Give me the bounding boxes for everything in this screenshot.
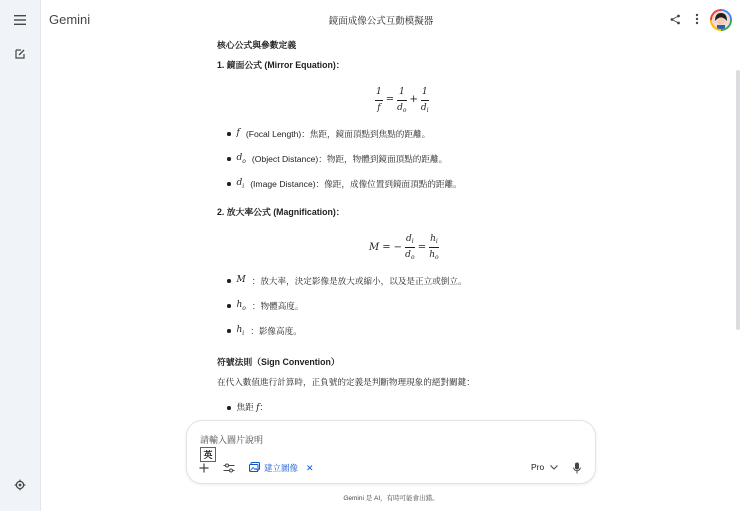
variable-symbol: $d_o$ xyxy=(236,153,246,165)
list-item xyxy=(227,401,268,415)
list-item xyxy=(227,152,447,166)
brand-logo[interactable]: Gemini xyxy=(49,12,91,27)
avatar[interactable] xyxy=(710,9,732,31)
sign-convention-heading: 符號法則（Sign Convention） xyxy=(217,357,340,367)
bullet-dot xyxy=(227,329,231,333)
create-image-label: 建立圖像 xyxy=(264,463,299,473)
list-item-text: ：物體高度。 xyxy=(251,301,304,312)
variable-symbol: $h_o$ xyxy=(236,300,246,312)
bullet-dot xyxy=(227,182,231,186)
bullet-dot xyxy=(227,406,231,410)
list-item-text: ：影像高度。 xyxy=(250,326,302,337)
bullet-dot xyxy=(227,279,231,283)
bullet-dot xyxy=(227,132,231,136)
sign-convention-paragraph: 在代入數值進行計算時，正負號的定義是判斷物理現象的絕對關鍵： xyxy=(217,377,475,387)
share-icon[interactable] xyxy=(667,11,683,27)
menu-icon[interactable] xyxy=(10,10,30,30)
prompt-input-box[interactable] xyxy=(186,420,596,484)
more-vert-icon[interactable] xyxy=(689,11,705,27)
list-item-text: (Focal Length)：焦距，鏡面頂點到焦點的距離。 xyxy=(245,129,431,140)
mic-icon[interactable] xyxy=(570,461,584,475)
mirror-equation-heading: 1. 鏡面公式 (Mirror Equation)： xyxy=(217,60,345,70)
list-item-text: 焦距 f： xyxy=(236,402,269,413)
list-item xyxy=(227,324,302,338)
disclaimer-footer: Gemini 是 AI，有時可能會出錯。 xyxy=(343,495,439,502)
list-item-text: (Object Distance)：物距，物體到鏡面頂點的距離。 xyxy=(251,154,448,165)
variable-symbol: M xyxy=(236,275,246,285)
variable-symbol: $h_i$ xyxy=(236,325,245,337)
model-label: Pro xyxy=(531,462,545,472)
main-panel xyxy=(40,0,740,511)
variable-symbol: f xyxy=(236,128,240,138)
response-content xyxy=(217,38,607,418)
mirror-equation: $\frac{1}{f}$ = $\frac{1}{d_o}$ + $\frac{1}{d_i}$ xyxy=(376,87,429,114)
magnification-equation: M = − $\frac{d_i}{d_o}$ = $\frac{h_i}{h_o}$ xyxy=(369,234,439,262)
prompt-input[interactable]: 請輸入圖片說明 xyxy=(200,435,264,445)
list-item xyxy=(227,127,430,141)
settings-icon[interactable] xyxy=(10,475,30,495)
close-icon[interactable]: ✕ xyxy=(306,462,314,473)
list-item-text: (Image Distance)：像距，成像位置到鏡面頂點的距離。 xyxy=(250,179,462,190)
section-heading: 核心公式與參數定義 xyxy=(217,40,297,50)
chevron-down-icon xyxy=(550,462,558,472)
bullet-dot xyxy=(227,304,231,308)
scrollbar[interactable] xyxy=(736,70,740,330)
plus-icon[interactable] xyxy=(197,461,211,475)
list-item xyxy=(227,177,462,191)
sidebar xyxy=(0,0,40,511)
variable-symbol: $d_i$ xyxy=(236,178,245,190)
magnification-heading: 2. 放大率公式 (Magnification)： xyxy=(217,207,345,217)
conversation-title: 鏡面成像公式互動模擬器 xyxy=(328,16,434,27)
model-selector[interactable] xyxy=(531,462,558,472)
tools-icon[interactable] xyxy=(222,461,236,475)
list-item xyxy=(227,299,304,313)
list-item-text: ：放大率，決定影像是放大或縮小，以及是正立或倒立。 xyxy=(251,276,467,287)
ime-indicator: 英 xyxy=(200,447,216,462)
top-bar xyxy=(41,0,740,38)
new-chat-icon[interactable] xyxy=(10,44,30,64)
list-item xyxy=(227,274,467,288)
create-image-chip[interactable] xyxy=(249,462,314,474)
image-icon xyxy=(249,462,260,474)
bullet-dot xyxy=(227,157,231,161)
